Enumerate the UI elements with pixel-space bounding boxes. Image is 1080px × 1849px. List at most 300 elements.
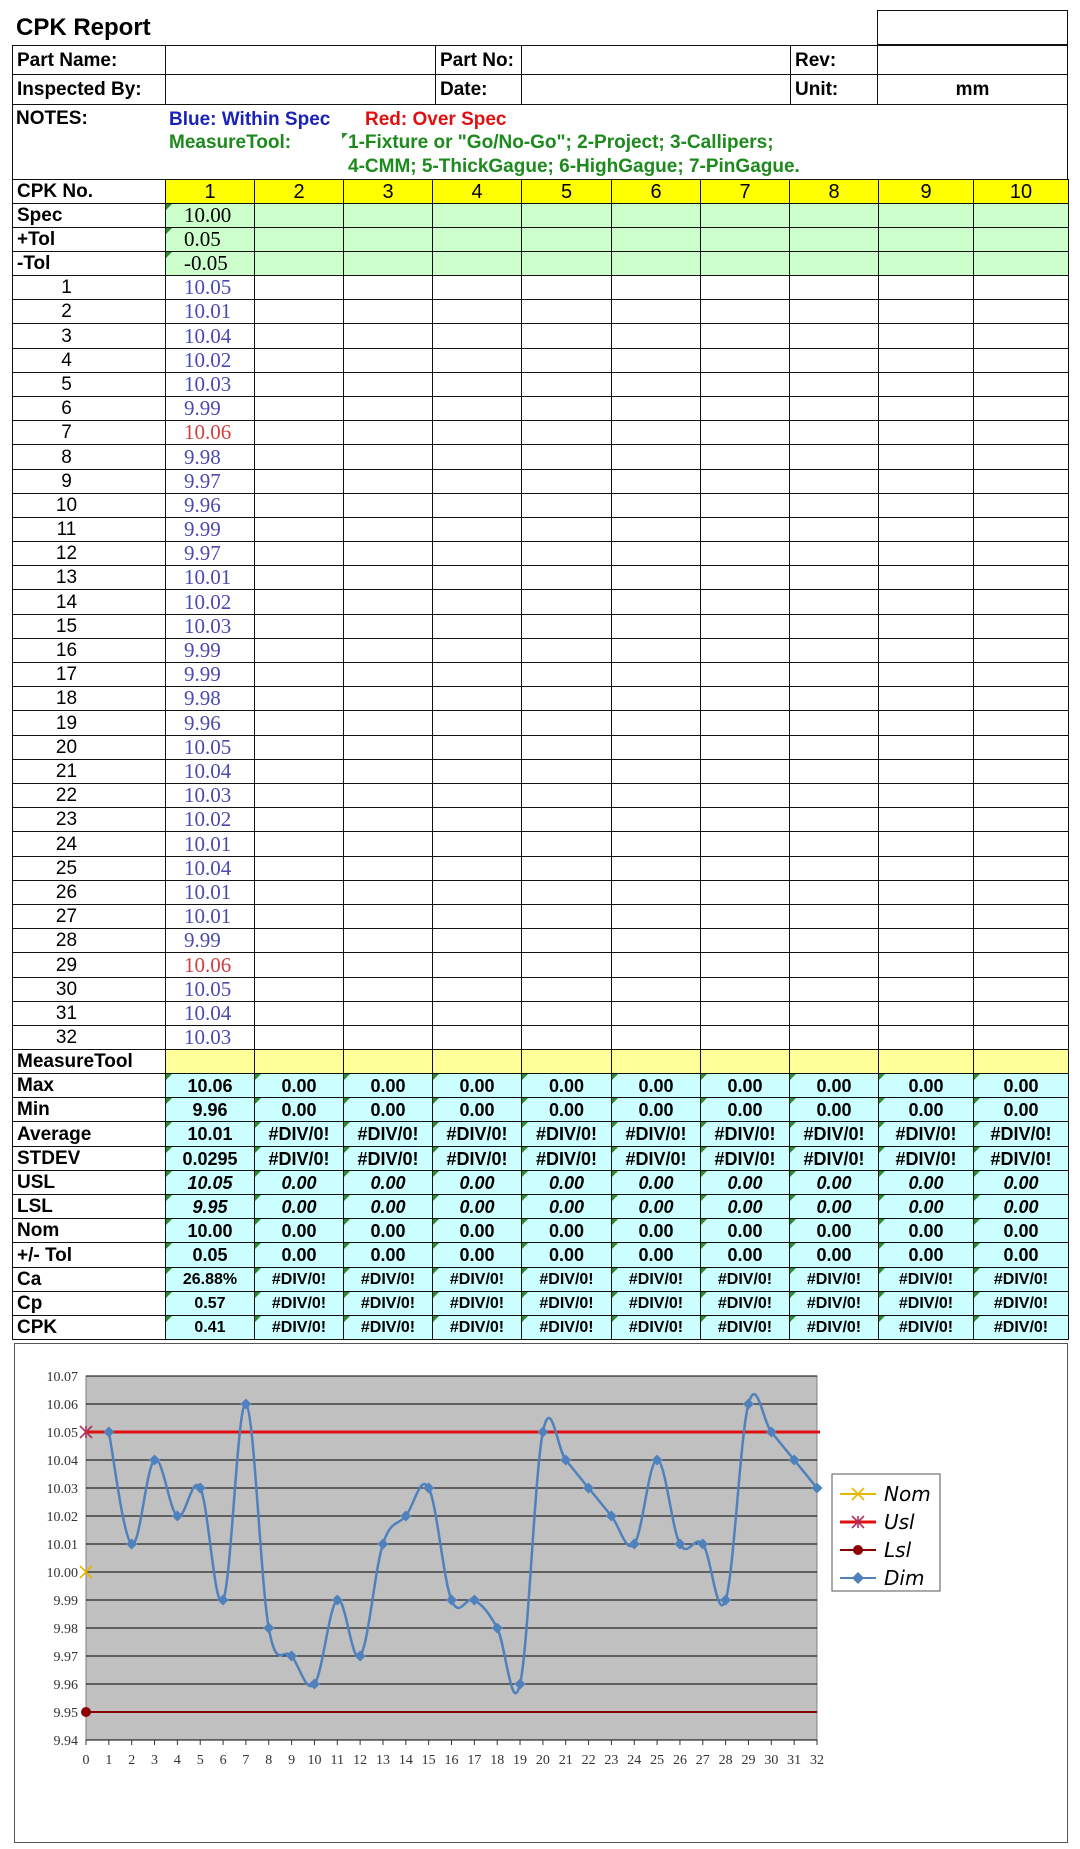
stat-cell[interactable]: 10.01 <box>165 1121 255 1147</box>
measurement-cell[interactable] <box>432 686 522 711</box>
part-no-field[interactable] <box>521 45 791 75</box>
stat-cell[interactable]: 0.00 <box>789 1194 879 1219</box>
measurement-cell[interactable] <box>611 444 701 470</box>
measurement-cell[interactable]: 9.99 <box>165 662 255 687</box>
stat-cell[interactable]: 0.00 <box>254 1170 344 1195</box>
measurement-cell[interactable] <box>973 372 1069 397</box>
stat-cell[interactable]: #DIV/0! <box>878 1146 974 1171</box>
measurement-cell[interactable] <box>254 517 344 542</box>
measurement-cell[interactable] <box>878 348 974 373</box>
measure-tool-cell[interactable] <box>343 1049 433 1074</box>
measurement-cell[interactable] <box>700 1001 790 1026</box>
measurement-cell[interactable] <box>521 904 612 929</box>
measurement-cell[interactable] <box>343 783 433 808</box>
stat-cell[interactable]: 0.00 <box>521 1194 612 1219</box>
measurement-cell[interactable] <box>973 904 1069 929</box>
plus-tol-cell[interactable] <box>611 227 701 252</box>
measurement-cell[interactable] <box>343 1001 433 1026</box>
measurement-cell[interactable] <box>789 275 879 300</box>
measurement-cell[interactable]: 10.01 <box>165 880 255 905</box>
plus-tol-cell[interactable] <box>521 227 612 252</box>
measurement-cell[interactable] <box>700 493 790 518</box>
measurement-cell[interactable] <box>343 589 433 615</box>
measurement-cell[interactable] <box>521 831 612 857</box>
measurement-cell[interactable] <box>432 1001 522 1026</box>
measurement-cell[interactable] <box>789 420 879 445</box>
measurement-cell[interactable] <box>611 831 701 857</box>
measurement-cell[interactable]: 10.03 <box>165 1025 255 1050</box>
spec-cell[interactable] <box>789 203 879 228</box>
spec-cell[interactable] <box>973 203 1069 228</box>
measurement-cell[interactable] <box>343 469 433 494</box>
measurement-cell[interactable] <box>254 783 344 808</box>
measurement-cell[interactable] <box>789 348 879 373</box>
measurement-cell[interactable]: 9.98 <box>165 686 255 711</box>
measurement-cell[interactable]: 9.99 <box>165 396 255 421</box>
measurement-cell[interactable] <box>611 614 701 639</box>
measurement-cell[interactable] <box>973 1001 1069 1026</box>
measurement-cell[interactable] <box>432 952 522 978</box>
measurement-cell[interactable] <box>700 420 790 445</box>
measurement-cell[interactable] <box>343 856 433 881</box>
measurement-cell[interactable] <box>611 493 701 518</box>
measurement-cell[interactable]: 10.03 <box>165 783 255 808</box>
measurement-cell[interactable] <box>521 348 612 373</box>
measurement-cell[interactable] <box>700 783 790 808</box>
measurement-cell[interactable] <box>973 565 1069 590</box>
stat-cell[interactable]: 0.00 <box>789 1170 879 1195</box>
stat-cell[interactable]: 0.00 <box>973 1097 1069 1122</box>
date-field[interactable] <box>521 74 791 105</box>
stat-cell[interactable]: 10.05 <box>165 1170 255 1195</box>
measurement-cell[interactable]: 10.01 <box>165 299 255 324</box>
measurement-cell[interactable] <box>700 348 790 373</box>
measurement-cell[interactable] <box>432 783 522 808</box>
measurement-cell[interactable] <box>254 735 344 760</box>
stat-cell[interactable]: #DIV/0! <box>789 1291 879 1316</box>
minus-tol-cell[interactable] <box>254 251 344 276</box>
measurement-cell[interactable] <box>432 323 522 349</box>
measurement-cell[interactable]: 10.02 <box>165 348 255 373</box>
measurement-cell[interactable] <box>521 396 612 421</box>
measurement-cell[interactable] <box>432 710 522 736</box>
stat-cell[interactable]: #DIV/0! <box>254 1291 344 1316</box>
measurement-cell[interactable] <box>521 928 612 953</box>
measurement-cell[interactable] <box>343 614 433 639</box>
minus-tol-cell[interactable]: -0.05 <box>165 251 255 276</box>
measurement-cell[interactable] <box>973 541 1069 566</box>
measurement-cell[interactable] <box>611 977 701 1002</box>
measurement-cell[interactable] <box>789 299 879 324</box>
stat-cell[interactable]: 0.00 <box>878 1170 974 1195</box>
measurement-cell[interactable] <box>432 977 522 1002</box>
measurement-cell[interactable] <box>878 880 974 905</box>
measurement-cell[interactable] <box>700 396 790 421</box>
stat-cell[interactable]: 0.00 <box>521 1097 612 1122</box>
stat-cell[interactable]: 0.00 <box>789 1218 879 1243</box>
measurement-cell[interactable] <box>611 299 701 324</box>
measurement-cell[interactable] <box>432 638 522 663</box>
measurement-cell[interactable] <box>973 686 1069 711</box>
stat-cell[interactable]: 0.00 <box>878 1073 974 1098</box>
measurement-cell[interactable] <box>611 880 701 905</box>
stat-cell[interactable]: 0.00 <box>700 1194 790 1219</box>
stat-cell[interactable]: #DIV/0! <box>700 1146 790 1171</box>
stat-cell[interactable]: #DIV/0! <box>611 1315 701 1340</box>
measurement-cell[interactable] <box>789 831 879 857</box>
measurement-cell[interactable] <box>973 348 1069 373</box>
stat-cell[interactable]: #DIV/0! <box>432 1267 522 1292</box>
measurement-cell[interactable]: 10.05 <box>165 735 255 760</box>
stat-cell[interactable]: 10.00 <box>165 1218 255 1243</box>
measurement-cell[interactable] <box>432 493 522 518</box>
measurement-cell[interactable] <box>789 928 879 953</box>
stat-cell[interactable]: #DIV/0! <box>432 1146 522 1171</box>
measurement-cell[interactable] <box>973 783 1069 808</box>
measurement-cell[interactable] <box>700 323 790 349</box>
measurement-cell[interactable] <box>878 710 974 736</box>
measurement-cell[interactable] <box>878 735 974 760</box>
measurement-cell[interactable] <box>973 759 1069 784</box>
measurement-cell[interactable]: 10.01 <box>165 831 255 857</box>
measurement-cell[interactable] <box>789 880 879 905</box>
plus-tol-cell[interactable] <box>789 227 879 252</box>
stat-cell[interactable]: #DIV/0! <box>789 1146 879 1171</box>
measurement-cell[interactable] <box>521 759 612 784</box>
measurement-cell[interactable] <box>521 517 612 542</box>
measurement-cell[interactable] <box>789 444 879 470</box>
measurement-cell[interactable] <box>789 372 879 397</box>
measurement-cell[interactable] <box>878 928 974 953</box>
measurement-cell[interactable] <box>973 614 1069 639</box>
measurement-cell[interactable] <box>789 904 879 929</box>
stat-cell[interactable]: #DIV/0! <box>789 1315 879 1340</box>
measurement-cell[interactable] <box>343 735 433 760</box>
minus-tol-cell[interactable] <box>973 251 1069 276</box>
measurement-cell[interactable] <box>789 759 879 784</box>
measurement-cell[interactable] <box>254 420 344 445</box>
measurement-cell[interactable] <box>611 952 701 978</box>
measurement-cell[interactable] <box>973 880 1069 905</box>
measurement-cell[interactable] <box>254 493 344 518</box>
measure-tool-cell[interactable] <box>700 1049 790 1074</box>
measurement-cell[interactable] <box>521 1025 612 1050</box>
measurement-cell[interactable] <box>343 759 433 784</box>
measurement-cell[interactable] <box>343 952 433 978</box>
measurement-cell[interactable] <box>343 372 433 397</box>
measurement-cell[interactable] <box>521 952 612 978</box>
stat-cell[interactable]: 0.41 <box>165 1315 255 1340</box>
measurement-cell[interactable] <box>343 565 433 590</box>
spec-cell[interactable] <box>432 203 522 228</box>
measurement-cell[interactable] <box>789 638 879 663</box>
measurement-cell[interactable] <box>700 614 790 639</box>
measurement-cell[interactable] <box>343 686 433 711</box>
measurement-cell[interactable] <box>343 541 433 566</box>
part-name-field[interactable] <box>165 45 436 75</box>
measurement-cell[interactable] <box>973 831 1069 857</box>
measurement-cell[interactable] <box>973 735 1069 760</box>
measurement-cell[interactable] <box>432 759 522 784</box>
measure-tool-cell[interactable] <box>254 1049 344 1074</box>
stat-cell[interactable]: 0.0295 <box>165 1146 255 1171</box>
measurement-cell[interactable] <box>878 565 974 590</box>
measurement-cell[interactable] <box>343 275 433 300</box>
stat-cell[interactable]: 10.06 <box>165 1073 255 1098</box>
stat-cell[interactable]: 0.00 <box>343 1170 433 1195</box>
stat-cell[interactable]: #DIV/0! <box>611 1267 701 1292</box>
stat-cell[interactable]: #DIV/0! <box>254 1121 344 1147</box>
measurement-cell[interactable] <box>432 831 522 857</box>
measurement-cell[interactable] <box>878 614 974 639</box>
measurement-cell[interactable] <box>789 856 879 881</box>
measurement-cell[interactable] <box>789 952 879 978</box>
measurement-cell[interactable] <box>521 783 612 808</box>
stat-cell[interactable]: #DIV/0! <box>432 1291 522 1316</box>
measurement-cell[interactable] <box>343 323 433 349</box>
measurement-cell[interactable] <box>521 299 612 324</box>
stat-cell[interactable]: 0.00 <box>432 1194 522 1219</box>
measurement-cell[interactable] <box>254 323 344 349</box>
measurement-cell[interactable] <box>432 856 522 881</box>
measurement-cell[interactable] <box>432 904 522 929</box>
stat-cell[interactable]: #DIV/0! <box>521 1121 612 1147</box>
stat-cell[interactable]: 0.00 <box>521 1218 612 1243</box>
measurement-cell[interactable] <box>973 469 1069 494</box>
stat-cell[interactable]: #DIV/0! <box>611 1291 701 1316</box>
measurement-cell[interactable]: 10.04 <box>165 856 255 881</box>
stat-cell[interactable]: 0.00 <box>611 1073 701 1098</box>
measurement-cell[interactable] <box>611 541 701 566</box>
measurement-cell[interactable] <box>789 396 879 421</box>
stat-cell[interactable]: #DIV/0! <box>521 1315 612 1340</box>
measurement-cell[interactable] <box>432 541 522 566</box>
stat-cell[interactable]: 0.00 <box>789 1097 879 1122</box>
measurement-cell[interactable] <box>611 928 701 953</box>
measurement-cell[interactable] <box>789 493 879 518</box>
measurement-cell[interactable] <box>789 783 879 808</box>
measurement-cell[interactable] <box>343 904 433 929</box>
spec-cell[interactable] <box>878 203 974 228</box>
measurement-cell[interactable] <box>343 299 433 324</box>
stat-cell[interactable]: 0.00 <box>700 1218 790 1243</box>
measurement-cell[interactable] <box>343 807 433 832</box>
measurement-cell[interactable] <box>973 977 1069 1002</box>
measurement-cell[interactable] <box>700 807 790 832</box>
stat-cell[interactable]: #DIV/0! <box>700 1121 790 1147</box>
measurement-cell[interactable]: 10.05 <box>165 977 255 1002</box>
measurement-cell[interactable] <box>878 541 974 566</box>
stat-cell[interactable]: #DIV/0! <box>973 1315 1069 1340</box>
measurement-cell[interactable] <box>789 565 879 590</box>
measurement-cell[interactable] <box>254 444 344 470</box>
measurement-cell[interactable] <box>878 977 974 1002</box>
measurement-cell[interactable] <box>973 493 1069 518</box>
measurement-cell[interactable]: 10.04 <box>165 759 255 784</box>
stat-cell[interactable]: #DIV/0! <box>343 1121 433 1147</box>
measurement-cell[interactable] <box>700 952 790 978</box>
stat-cell[interactable]: #DIV/0! <box>700 1291 790 1316</box>
measurement-cell[interactable] <box>521 710 612 736</box>
measurement-cell[interactable] <box>254 614 344 639</box>
measurement-cell[interactable] <box>343 420 433 445</box>
measurement-cell[interactable] <box>432 614 522 639</box>
measure-tool-cell[interactable] <box>165 1049 255 1074</box>
plus-tol-cell[interactable] <box>432 227 522 252</box>
measurement-cell[interactable] <box>878 372 974 397</box>
measurement-cell[interactable] <box>700 372 790 397</box>
measurement-cell[interactable] <box>343 977 433 1002</box>
measurement-cell[interactable] <box>700 686 790 711</box>
measurement-cell[interactable] <box>343 348 433 373</box>
stat-cell[interactable]: 0.00 <box>432 1242 522 1268</box>
measurement-cell[interactable] <box>432 444 522 470</box>
stat-cell[interactable]: #DIV/0! <box>973 1121 1069 1147</box>
measurement-cell[interactable] <box>789 735 879 760</box>
measurement-cell[interactable] <box>343 517 433 542</box>
measurement-cell[interactable]: 10.01 <box>165 565 255 590</box>
measurement-cell[interactable] <box>343 662 433 687</box>
measurement-cell[interactable]: 10.06 <box>165 952 255 978</box>
measurement-cell[interactable] <box>432 662 522 687</box>
measurement-cell[interactable] <box>432 880 522 905</box>
measurement-cell[interactable]: 10.04 <box>165 1001 255 1026</box>
measurement-cell[interactable] <box>700 977 790 1002</box>
measurement-cell[interactable] <box>611 1001 701 1026</box>
stat-cell[interactable]: #DIV/0! <box>973 1146 1069 1171</box>
measurement-cell[interactable] <box>521 662 612 687</box>
stat-cell[interactable]: #DIV/0! <box>254 1315 344 1340</box>
measurement-cell[interactable] <box>432 565 522 590</box>
measurement-cell[interactable] <box>878 323 974 349</box>
measurement-cell[interactable] <box>432 735 522 760</box>
measurement-cell[interactable] <box>521 420 612 445</box>
measurement-cell[interactable]: 10.06 <box>165 420 255 445</box>
measurement-cell[interactable] <box>973 928 1069 953</box>
measurement-cell[interactable] <box>700 662 790 687</box>
stat-cell[interactable]: 0.00 <box>973 1170 1069 1195</box>
measurement-cell[interactable] <box>432 928 522 953</box>
stat-cell[interactable]: #DIV/0! <box>878 1315 974 1340</box>
measurement-cell[interactable] <box>878 444 974 470</box>
measurement-cell[interactable] <box>432 420 522 445</box>
measurement-cell[interactable] <box>521 638 612 663</box>
measure-tool-cell[interactable] <box>789 1049 879 1074</box>
stat-cell[interactable]: 0.00 <box>611 1170 701 1195</box>
minus-tol-cell[interactable] <box>343 251 433 276</box>
stat-cell[interactable]: #DIV/0! <box>343 1315 433 1340</box>
stat-cell[interactable]: #DIV/0! <box>878 1291 974 1316</box>
measurement-cell[interactable] <box>878 299 974 324</box>
measurement-cell[interactable] <box>521 444 612 470</box>
measurement-cell[interactable] <box>254 1001 344 1026</box>
measurement-cell[interactable] <box>611 759 701 784</box>
unit-value[interactable]: mm <box>877 74 1068 105</box>
measurement-cell[interactable] <box>789 686 879 711</box>
measurement-cell[interactable] <box>254 469 344 494</box>
measurement-cell[interactable]: 10.04 <box>165 323 255 349</box>
minus-tol-cell[interactable] <box>878 251 974 276</box>
stat-cell[interactable]: 26.88% <box>165 1267 255 1292</box>
measurement-cell[interactable] <box>789 589 879 615</box>
measurement-cell[interactable] <box>973 1025 1069 1050</box>
measurement-cell[interactable] <box>343 710 433 736</box>
measurement-cell[interactable] <box>611 807 701 832</box>
measurement-cell[interactable] <box>611 904 701 929</box>
measurement-cell[interactable] <box>700 759 790 784</box>
stat-cell[interactable]: #DIV/0! <box>343 1267 433 1292</box>
measurement-cell[interactable] <box>254 856 344 881</box>
measurement-cell[interactable] <box>343 880 433 905</box>
measurement-cell[interactable] <box>254 807 344 832</box>
minus-tol-cell[interactable] <box>789 251 879 276</box>
measurement-cell[interactable] <box>254 372 344 397</box>
measurement-cell[interactable] <box>432 517 522 542</box>
spec-cell[interactable] <box>254 203 344 228</box>
measurement-cell[interactable] <box>343 396 433 421</box>
measurement-cell[interactable]: 9.96 <box>165 493 255 518</box>
stat-cell[interactable]: 0.00 <box>343 1073 433 1098</box>
stat-cell[interactable]: 0.00 <box>254 1242 344 1268</box>
measurement-cell[interactable] <box>878 638 974 663</box>
measurement-cell[interactable] <box>700 638 790 663</box>
measurement-cell[interactable] <box>878 759 974 784</box>
measurement-cell[interactable] <box>432 275 522 300</box>
measurement-cell[interactable] <box>878 275 974 300</box>
stat-cell[interactable]: 0.00 <box>254 1218 344 1243</box>
stat-cell[interactable]: 0.00 <box>700 1073 790 1098</box>
measurement-cell[interactable] <box>611 1025 701 1050</box>
spec-cell[interactable] <box>343 203 433 228</box>
measurement-cell[interactable] <box>700 831 790 857</box>
measurement-cell[interactable] <box>432 396 522 421</box>
stat-cell[interactable]: #DIV/0! <box>789 1121 879 1147</box>
measurement-cell[interactable] <box>789 710 879 736</box>
measurement-cell[interactable] <box>700 444 790 470</box>
measurement-cell[interactable] <box>700 565 790 590</box>
stat-cell[interactable]: 0.00 <box>789 1073 879 1098</box>
minus-tol-cell[interactable] <box>611 251 701 276</box>
stat-cell[interactable]: 0.00 <box>700 1097 790 1122</box>
stat-cell[interactable]: 0.00 <box>432 1073 522 1098</box>
measurement-cell[interactable] <box>973 952 1069 978</box>
stat-cell[interactable]: #DIV/0! <box>878 1121 974 1147</box>
measurement-cell[interactable] <box>254 952 344 978</box>
stat-cell[interactable]: 0.00 <box>973 1242 1069 1268</box>
measurement-cell[interactable] <box>700 517 790 542</box>
measurement-cell[interactable] <box>254 662 344 687</box>
measurement-cell[interactable] <box>611 638 701 663</box>
measurement-cell[interactable] <box>432 589 522 615</box>
stat-cell[interactable]: #DIV/0! <box>521 1146 612 1171</box>
measurement-cell[interactable] <box>973 638 1069 663</box>
stat-cell[interactable]: 0.00 <box>700 1170 790 1195</box>
stat-cell[interactable]: 0.00 <box>789 1242 879 1268</box>
measurement-cell[interactable] <box>254 396 344 421</box>
measurement-cell[interactable] <box>878 686 974 711</box>
measurement-cell[interactable] <box>611 372 701 397</box>
measurement-cell[interactable] <box>343 444 433 470</box>
measurement-cell[interactable] <box>254 638 344 663</box>
measurement-cell[interactable] <box>878 952 974 978</box>
measure-tool-cell[interactable] <box>432 1049 522 1074</box>
stat-cell[interactable]: 0.00 <box>878 1097 974 1122</box>
measurement-cell[interactable]: 9.99 <box>165 638 255 663</box>
measurement-cell[interactable] <box>254 275 344 300</box>
measurement-cell[interactable] <box>521 807 612 832</box>
stat-cell[interactable]: 0.00 <box>521 1242 612 1268</box>
measurement-cell[interactable] <box>343 831 433 857</box>
